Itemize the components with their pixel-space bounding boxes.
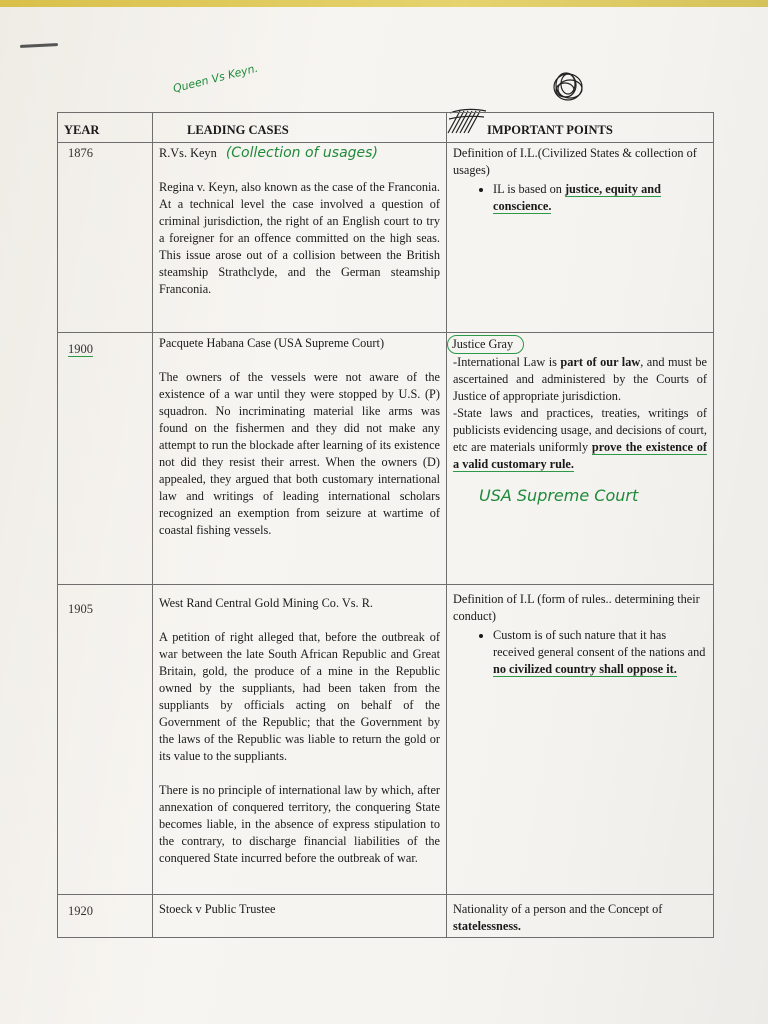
year-cell: 1876 xyxy=(58,143,153,333)
case-description: Regina v. Keyn, also known as the case of the Franconia. At a technical level the case involved a question of criminal jurisdiction, the right of an English court to try a foreigner for an offence committed on the high seas. This issue arose out of a collision between the British steamship Strathclyde, and the German steamship Franconia. xyxy=(159,180,440,296)
scribble-drawing xyxy=(548,68,588,106)
year-cell: 1905 xyxy=(58,585,153,895)
header-year: YEAR xyxy=(58,113,153,143)
case-cell xyxy=(153,585,447,895)
leading-cases-table xyxy=(57,112,714,938)
handwritten-note-top: Queen Vs Keyn. xyxy=(171,61,260,96)
point-paragraph-2: -State laws and practices, treaties, writings of publicists evidencing usage, and decisions of court, etc are materials uniformly prove the existence of a valid customary rule. xyxy=(453,406,707,471)
case-holding: There is no principle of international law by which, after annexation of conquered territory, the conquering State becomes liable, in the absence of express stipulation to the contrary, to discharge financial liabilities of the conquered State incurred before the outbreak of war. xyxy=(159,783,440,865)
table-row xyxy=(58,585,714,895)
points-lead: Definition of I.L (form of rules.. determining their conduct) xyxy=(453,592,700,623)
case-cell xyxy=(153,333,447,585)
table-header-row xyxy=(58,113,714,143)
list-item: • Custom is of such nature that it has received general consent of the nations and no civilized country shall oppose it. xyxy=(493,627,707,678)
staple-pin xyxy=(20,43,58,48)
table-row xyxy=(58,333,714,585)
year-cell: 1900 xyxy=(58,333,153,585)
page-top-edge xyxy=(0,0,768,7)
case-cell: Stoeck v Public Trustee xyxy=(153,895,447,938)
case-description: The owners of the vessels were not aware of the existence of a war until they were stopped by U.S. (P) squadron. No incriminating material like arms was found on the fishermen and they did not make any attempt to run the blockade after learning of its existence not did they resist their arrest. When the owners (D) appealed, they argued that both customary international law and writings of leading international scholars recognized an exemption from seizure at wartime of coastal fishing vessels. xyxy=(159,370,440,537)
case-title: R.Vs. Keyn (Collection of usages) xyxy=(159,145,378,161)
table-row xyxy=(58,143,714,333)
point-paragraph-1: -International Law is part of our law, and must be ascertained and administered by the Courts of Justice of appropriate jurisdiction. xyxy=(453,355,707,403)
case-title: Pacquete Habana Case (USA Supreme Court) xyxy=(159,336,385,350)
case-description: A petition of right alleged that, before the outbreak of war between the late South African Republic and Great Britain, gold, the produce of a mine in the Republic owned by the suppliants, had been taken from the suppliants by officials acting on behalf of the Government of the Republic; that the Government by the laws of the Republic was liable to return the gold or its value to the suppliants. xyxy=(159,630,440,763)
points-cell xyxy=(447,333,714,585)
table-row xyxy=(58,895,714,938)
points-cell xyxy=(447,585,714,895)
points-lead: Definition of I.L.(Civilized States & collection of usages) xyxy=(453,146,697,177)
header-important-points: IMPORTANT POINTS xyxy=(447,113,714,143)
case-title: West Rand Central Gold Mining Co. Vs. R. xyxy=(159,596,373,610)
header-leading-cases: LEADING CASES xyxy=(153,113,447,143)
list-item: • IL is based on justice, equity and conscience. xyxy=(493,181,707,215)
points-cell: Nationality of a person and the Concept of statelessness. xyxy=(447,895,714,938)
points-cell xyxy=(447,143,714,333)
judge-name: Justice Gray xyxy=(453,335,707,354)
handwritten-note-usages: (Collection of usages) xyxy=(225,145,378,161)
year-cell: 1920 xyxy=(58,895,153,938)
case-cell xyxy=(153,143,447,333)
handwritten-note-usa-supreme-court: USA Supreme Court xyxy=(479,486,639,505)
